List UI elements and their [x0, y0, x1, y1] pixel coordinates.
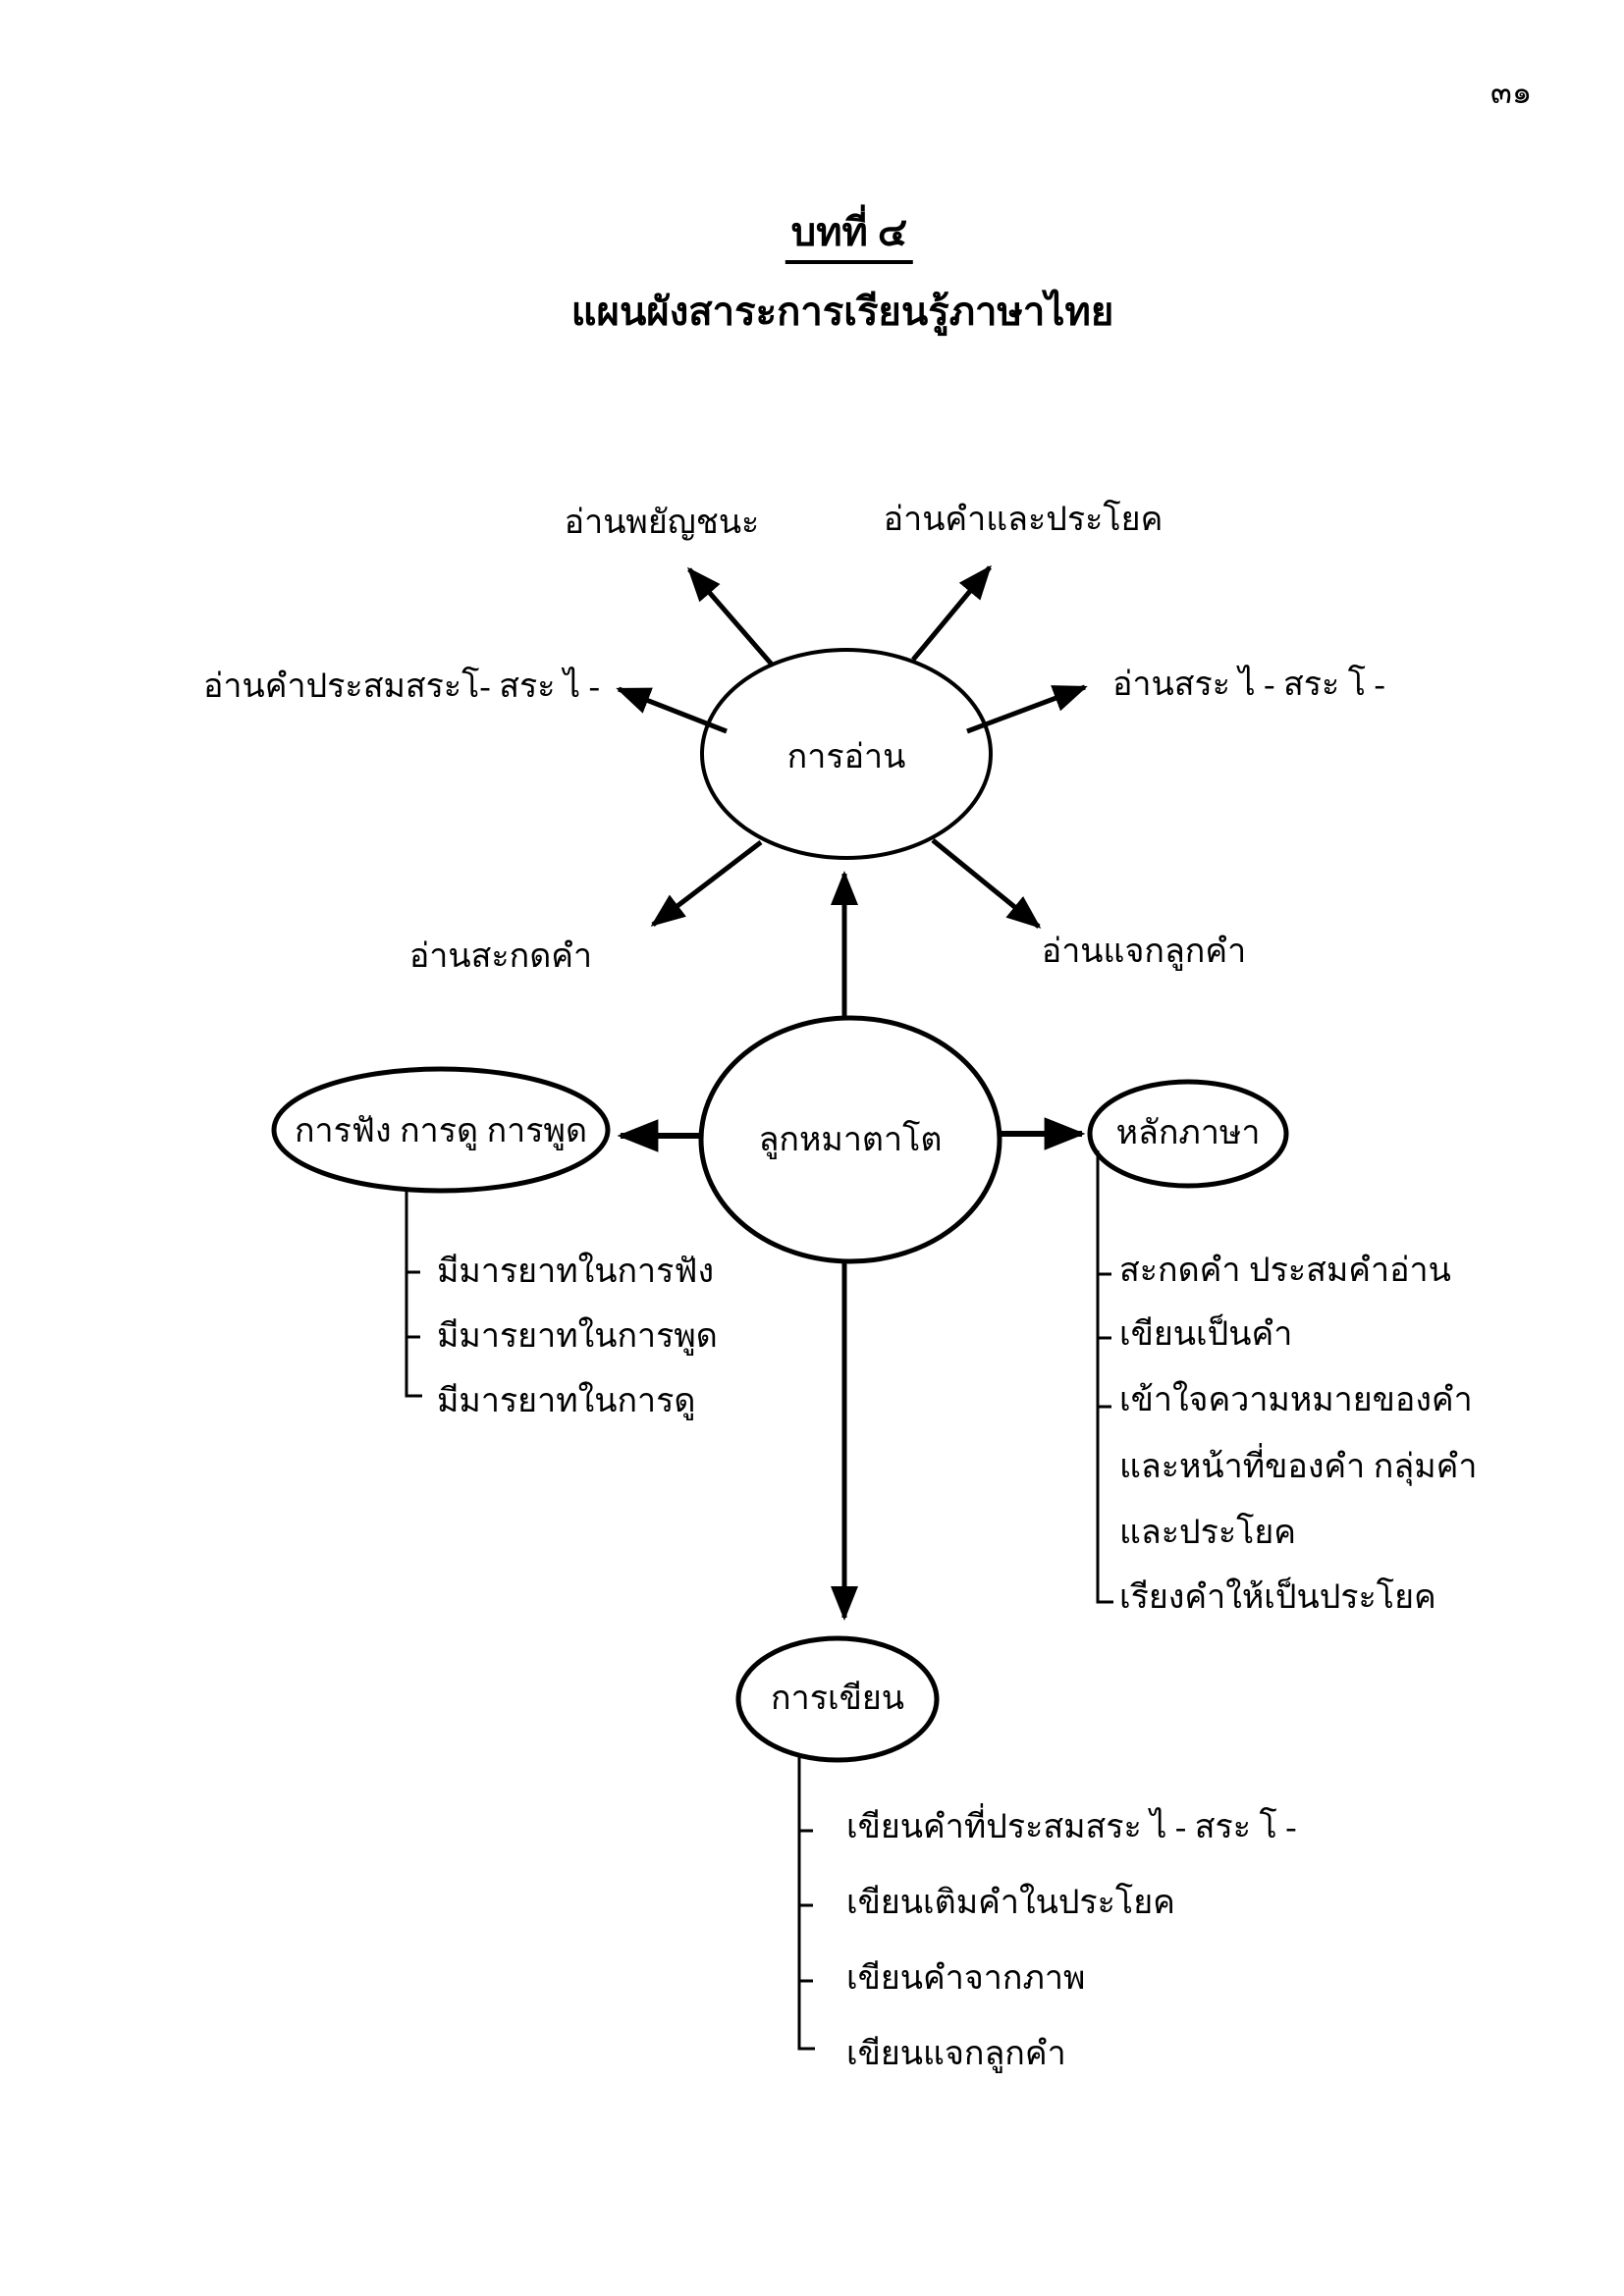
grammar-node-label: หลักภาษา	[1115, 1115, 1261, 1151]
grammar-list-item: และประโยค	[1119, 1515, 1297, 1551]
center-node-label: ลูกหมาตาโต	[758, 1122, 943, 1158]
arrow-read-word-drill	[933, 840, 1039, 927]
oral-list-item: มีมารยาทในการฟัง	[437, 1254, 715, 1290]
grammar-list-item: เขียนเป็นคำ	[1119, 1316, 1293, 1353]
spoke-read-word-drill-label: อ่านแจกลูกคำ	[1041, 934, 1247, 970]
oral-node-label: การฟัง การดู การพูด	[294, 1113, 588, 1149]
spoke-read-vowels-label: อ่านสระ ไ - สระ โ -	[1112, 667, 1385, 703]
arrow-read-blend-vowels	[619, 689, 727, 731]
oral-items-bracket	[406, 1191, 422, 1396]
grammar-list-item: เข้าใจความหมายของคำ	[1119, 1382, 1473, 1418]
arrow-read-vowels	[967, 687, 1085, 731]
page-number: ๓๑	[1490, 75, 1533, 110]
writing-list-item: เขียนแจกลูกคำ	[846, 2036, 1066, 2072]
arrow-read-consonants	[689, 569, 773, 666]
chapter-title: บทที่ ๔	[785, 213, 913, 264]
reading-node-label: การอ่าน	[786, 739, 906, 775]
grammar-list-item: สะกดคำ ประสมคำอ่าน	[1119, 1253, 1451, 1289]
spoke-read-spelling-label: อ่านสะกดคำ	[408, 938, 593, 975]
writing-list-item: เขียนเติมคำในประโยค	[846, 1885, 1175, 1921]
grammar-list-item: เรียงคำให้เป็นประโยค	[1119, 1579, 1436, 1616]
spoke-read-consonants-label: อ่านพยัญชนะ	[564, 505, 760, 541]
grammar-list-item: และหน้าที่ของคำ กลุ่มคำ	[1119, 1449, 1478, 1485]
writing-list-item: เขียนคำที่ประสมสระ ไ - สระ โ -	[846, 1809, 1297, 1845]
grammar-items-bracket	[1098, 1150, 1113, 1602]
oral-list-item: มีมารยาทในการดู	[437, 1383, 696, 1419]
writing-list-item: เขียนคำจากภาพ	[846, 1960, 1086, 1997]
arrow-read-spelling	[653, 842, 761, 925]
spoke-read-words-sentences-label: อ่านคำและประโยค	[883, 502, 1164, 538]
page-subtitle: แผนผังสาระการเรียนรู้ภาษาไทย	[570, 290, 1114, 334]
oral-list-item: มีมารยาทในการพูด	[437, 1318, 718, 1355]
writing-items-bracket	[799, 1757, 815, 2049]
arrow-read-words-sentences	[913, 567, 990, 660]
writing-node-label: การเขียน	[771, 1681, 904, 1717]
spoke-read-blend-vowels-label: อ่านคำประสมสระโ- สระ ไ -	[203, 668, 600, 705]
